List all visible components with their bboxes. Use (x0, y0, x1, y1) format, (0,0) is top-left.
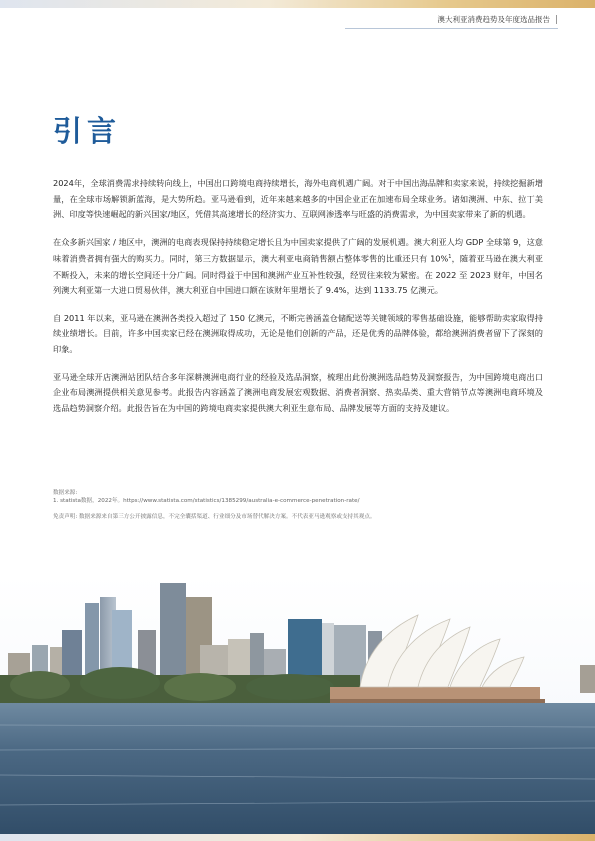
bottom-decorative-bar (0, 834, 595, 841)
paragraph-4: 亚马逊全球开店澳洲站团队结合多年深耕澳洲电商行业的经验及选品洞察，梳理出此份澳洲选品趋势及洞察报告，为中国跨境电商出口企业布局澳洲提供相关意见参考。此报告内容涵盖了澳洲电商发展宏观数据、消费者洞察、热卖品类、重大营销节点等澳洲电商环境及选品趋势洞察介绍。此报告旨在为中国的跨境电商卖家提供澳大利亚生意布局、品牌发展等方面的支持及建议。 (53, 371, 543, 413)
source-label: 数据来源: (53, 490, 78, 496)
sydney-skyline-image (0, 575, 595, 841)
paragraph-2-text-a: 在众多新兴国家 / 地区中，澳洲的电商表现保持持续稳定增长且为中国卖家提供了广阔的发展机遇。澳大利亚人均 GDP 全球第 9，这意味着消费者拥有强大的购买力。同时，第三方数据显示，澳大利亚电商销售额占整体零售的比重还只有 10% (53, 236, 543, 265)
header-rule (345, 28, 558, 29)
intro-body (53, 176, 543, 428)
page-title: 引言 (53, 114, 122, 148)
footnotes (53, 489, 543, 521)
paragraph-2-text-b: ，随着亚马逊在澳大利亚不断投入，未来的增长空间还十分广阔。同时得益于中国和澳洲产业互补性较强，经贸往来较为紧密。在 2022 至 2023 财年，中国名列澳大利亚第一大进口贸易伙伴，澳大利亚自中国进口额在该财年里增长了 9.4%，达到 1133.75 亿澳元。 (53, 254, 543, 296)
footnote-marker: 1 (448, 254, 452, 261)
harbour-water (0, 703, 595, 841)
paragraph-1: 2024年，全球消费需求持续转向线上，中国出口跨境电商持续增长，海外电商机遇广阔。对于中国出海品牌和卖家来说，持续挖掘新增量，在全球市场解锁新蓝海，是大势所趋。亚马逊看到，近年来越来越多的中国企业正在加速布局全球业务。诸如澳洲、中东、拉丁美洲、印度等快速崛起的新兴国家/地区，凭借其高速增长的经济实力、互联网渗透率与旺盛的消费需求，为中国卖家带来了新的机遇。 (53, 178, 543, 220)
top-decorative-bar (0, 0, 595, 8)
disclaimer: 免责声明: 数据来源来自第三方公开披露信息，不完全囊括渠道、行业细分及市场替代解决方案。不代表亚马逊观察或支持其观点。 (53, 513, 376, 520)
source-link[interactable]: 1. statista数据，2022年。https://www.statista.com/statistics/1385299/australia-e-commerce-penetration-rate/ (53, 498, 360, 505)
report-header-title: 澳大利亚消费趋势及年度选品报告 (438, 15, 558, 24)
paragraph-2 (53, 235, 543, 299)
paragraph-3: 自 2011 年以来，亚马逊在澳洲各类投入超过了 150 亿澳元，不断完善涵盖仓储配送等关键领域的零售基础设施，能够帮助卖家取得持续业绩增长。目前，许多中国卖家已经在澳洲取得成功，无论是他们创新的产品，还是优秀的品牌体验，都给澳洲消费者留下了深刻的印象。 (53, 312, 543, 355)
